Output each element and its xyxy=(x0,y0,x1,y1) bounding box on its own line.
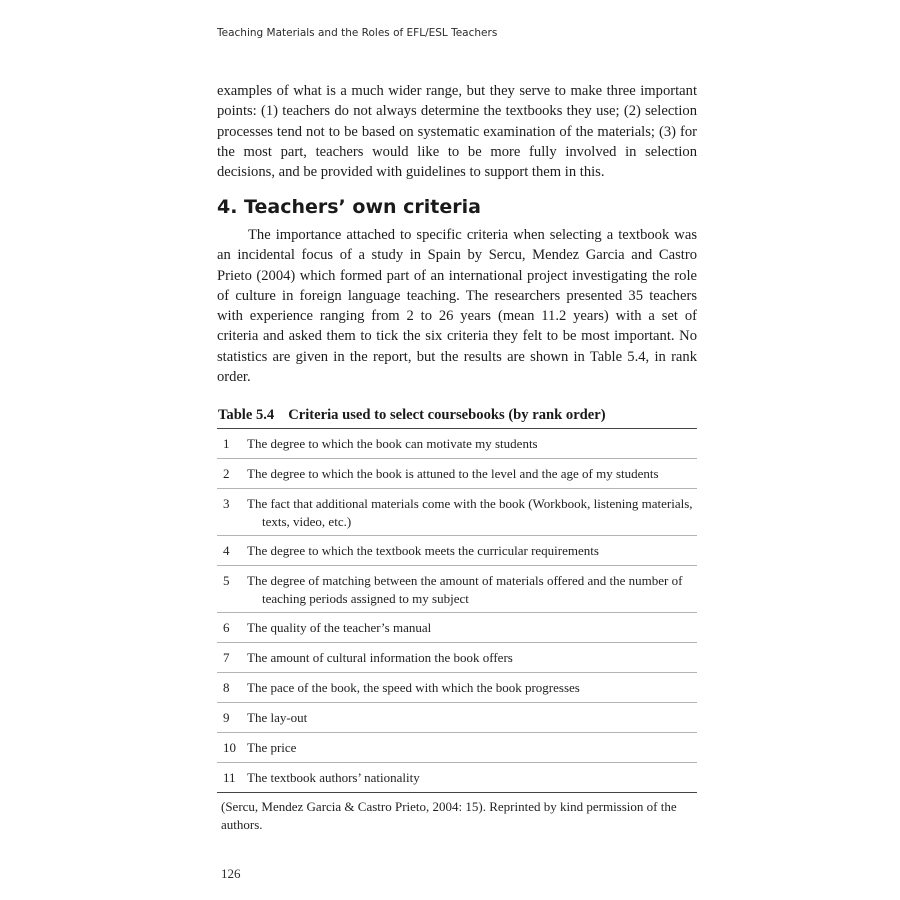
table-row xyxy=(217,566,697,613)
section-heading: 4. Teachers’ own criteria xyxy=(217,196,481,218)
rank-cell: 5 xyxy=(223,573,230,588)
rank-cell: 3 xyxy=(223,496,230,511)
criteria-table xyxy=(217,428,697,793)
criterion-cell: The degree to which the book is attuned to the level and the age of my students xyxy=(247,466,659,481)
rank-cell: 9 xyxy=(223,710,230,725)
rank-cell: 1 xyxy=(223,436,230,451)
criterion-cell: The amount of cultural information the book offers xyxy=(247,650,513,665)
running-head: Teaching Materials and the Roles of EFL/ESL Teachers xyxy=(217,27,498,39)
body-paragraph-intro: examples of what is a much wider range, but they serve to make three important points: (1) teachers do not always determine the textbooks they use; (2) selection processes tend not to be based on systematic examination of the materials; (3) for the most part, teachers would like to be more fully involved in selection decisions, and be provided with guidelines to support them in this. xyxy=(217,83,697,181)
rank-cell: 11 xyxy=(223,770,236,785)
criterion-cell: The pace of the book, the speed with which the book progresses xyxy=(247,680,580,695)
rank-cell: 2 xyxy=(223,466,230,481)
table-row xyxy=(217,703,697,733)
table-row xyxy=(217,459,697,489)
table-row xyxy=(217,763,697,793)
rank-cell: 6 xyxy=(223,620,230,635)
table-title: Criteria used to select coursebooks (by rank order) xyxy=(288,407,606,423)
criterion-cell: The lay-out xyxy=(247,710,308,725)
rank-cell: 7 xyxy=(223,650,230,665)
criterion-cell: The degree to which the textbook meets the curricular requirements xyxy=(247,543,599,558)
page-number: 126 xyxy=(221,866,241,881)
criterion-cell: The degree of matching between the amount of materials offered and the number of teaching periods assigned to my subject xyxy=(247,573,683,606)
table-row xyxy=(217,673,697,703)
body-paragraph-criteria: The importance attached to specific criteria when selecting a textbook was an incidental focus of a study in Spain by Sercu, Mendez Garcia and Castro Prieto (2004) which formed part of an international project investigating the role of culture in foreign language teaching. The researchers presented 35 teachers with experience ranging from 2 to 26 years (mean 11.2 years) with a set of criteria and asked them to tick the six criteria they felt to be most important. No statistics are given in the report, but the results are shown in Table 5.4, in rank order. xyxy=(217,227,697,386)
criterion-cell: The textbook authors’ nationality xyxy=(247,770,420,785)
table-label: Table 5.4 xyxy=(218,407,275,423)
table-row xyxy=(217,613,697,643)
table-source-note: (Sercu, Mendez Garcia & Castro Prieto, 2004: 15). Reprinted by kind permission of the authors. xyxy=(221,799,677,832)
rank-cell: 10 xyxy=(223,740,236,755)
table-row xyxy=(217,643,697,673)
table-caption xyxy=(218,407,606,424)
criterion-cell: The degree to which the book can motivate my students xyxy=(247,436,538,451)
table-row xyxy=(217,489,697,536)
table-row xyxy=(217,733,697,763)
criterion-cell: The price xyxy=(247,740,297,755)
table-row xyxy=(217,429,697,459)
criterion-cell: The quality of the teacher’s manual xyxy=(247,620,432,635)
rank-cell: 4 xyxy=(223,543,230,558)
criterion-cell: The fact that additional materials come with the book (Workbook, listening materials, texts, video, etc.) xyxy=(247,496,693,529)
rank-cell: 8 xyxy=(223,680,230,695)
table-row xyxy=(217,536,697,566)
